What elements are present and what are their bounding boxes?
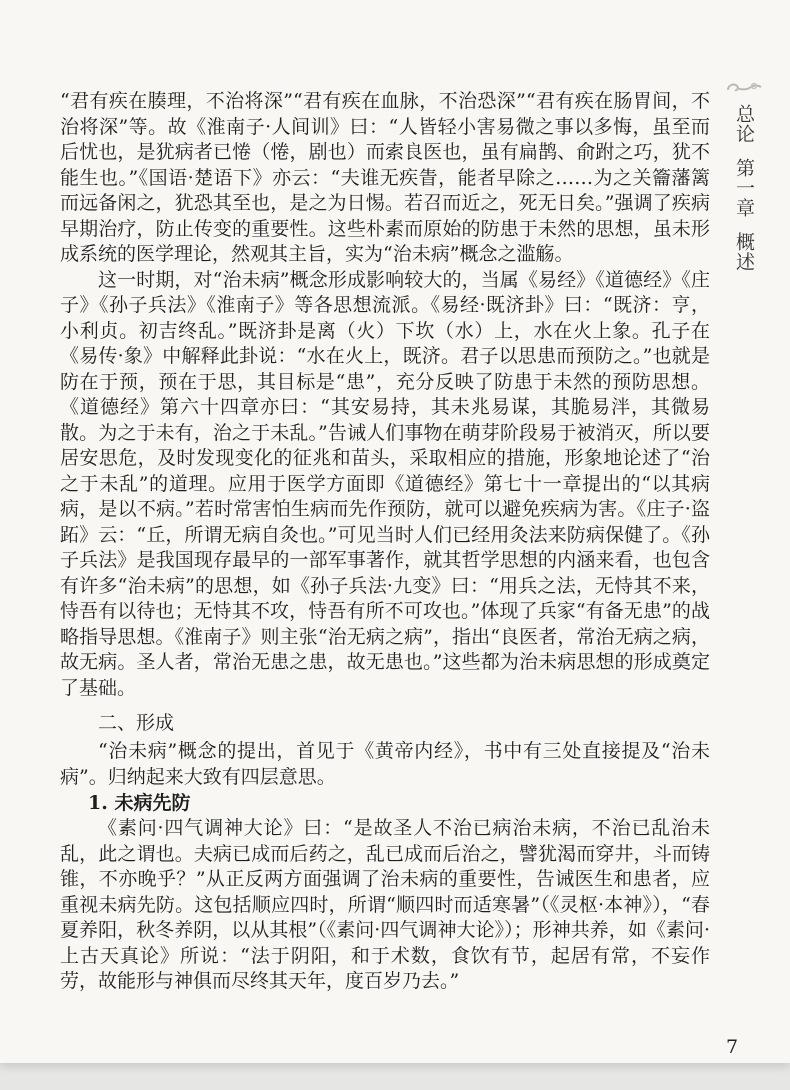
text-line: 根”（《素问·四气调神大论》）；形神共养，如《素问·上古天真论》所说：“法于阴: [60, 919, 710, 967]
text-line: 其未兆易谋，其脆易泮，其微易散。为之于未有，治之于未乱。”告诫人们事物在萌芽阶: [60, 396, 710, 444]
text-line: 这一时期，对“治未病”概念形成影响较大的，当属《易经》《道德经》《庄子》: [60, 268, 710, 316]
text-line: 犹病者已惓（惓，剧也）而索良医也，虽有扁鹊、俞跗之巧，犹不能生也。”《国语·: [60, 141, 710, 189]
text-line: 岁乃去。”: [383, 970, 460, 992]
text-line: 实为“治未病”概念之滥觞。: [345, 243, 574, 265]
text-line: 段易于被消灭，所以要居安思危，及时发现变化的征兆和苗头，采取相应的措施，形象: [60, 421, 710, 469]
text-line: 无病之病”，指出“良医者，常治无病之病，故无病。圣人者，常治无患之患，故无患: [60, 625, 710, 673]
text-line: 恃吾有所不可攻也。”体现了兵家“有备无患”的战略指导思想。《淮南子》则主张“治: [60, 600, 710, 648]
paragraph: [60, 268, 710, 702]
text-line: 《素问·四气调神大论》曰：“是故圣人不治已病治未病，不治已乱治未乱，此之: [60, 817, 710, 865]
text-line: 楚语下》亦云：“夫谁无疾眚，能者早除之……为之关籥藩篱而远备闲之，犹恐其至: [60, 166, 710, 214]
page-number: 7: [726, 1036, 739, 1058]
text-line: 也，是之为日惕。若召而近之，死无日矣。”强调了疾病早期治疗，防止传变的重要: [60, 192, 710, 240]
subsection-heading: 1. 未病先防: [88, 792, 191, 814]
text-line: 云：“丘，所谓无病自灸也。”可见当时人们已经用灸法来防病保健了。《孙子兵法》是我: [60, 523, 710, 571]
text-line: 想，如《孙子兵法·九变》曰：“用兵之法，无恃其不来，恃吾有以待也；无恃其不攻，: [60, 574, 710, 622]
text-line: 深”等。故《淮南子·人间训》曰：“人皆轻小害易微之事以多悔，虽至而后忧也，是: [60, 115, 710, 163]
text-line: 终乱。”既济卦是离（火）下坎（水）上，水在火上象。孔子在《易传·象》中解释此: [60, 319, 710, 367]
text-line: 卦说：“水在火上，既济。君子以思患而预防之。”也就是防在于预，预在于思，其目标: [60, 345, 710, 393]
paragraph: [60, 739, 710, 790]
text-line: 也。”这些都为治未病思想的形成奠定了基础。: [60, 651, 710, 699]
text-line: 国现存最早的一部军事著作，就其哲学思想的内涵来看，也包含有许多“治未病”的思: [60, 549, 710, 597]
text-line: 应四时，所谓“顺四时而适寒暑”（《灵枢·本神》），“春夏养阳，秋冬养阴，以从其: [60, 893, 710, 941]
text-line: 从正反两方面强调了治未病的重要性，告诫医生和患者，应重视未病先防。这包括顺: [60, 868, 710, 916]
text-line: 《孙子兵法》《淮南子》等各思想流派。《易经·既济卦》曰：“既济：亨，小利贞。初吉: [60, 294, 710, 342]
text-line: 性。这些朴素而原始的防患于未然的思想，虽未形成系统的医学理论，然观其主旨，: [60, 217, 710, 265]
text-line: 其病病，是以不病。”若时常害怕生病而先作预防，就可以避免疾病为害。《庄子·盗跖》: [60, 472, 710, 546]
text-line: 归纳起来大致有四层意思。: [107, 765, 336, 788]
chapter-side-tab: [722, 78, 766, 286]
text-line: “君有疾在腠理，不治将深”“君有疾在血脉，不治恐深”“君有疾在肠胃间，不治将: [60, 90, 710, 138]
paragraph: [60, 89, 710, 268]
chapter-label: 第一章: [733, 158, 755, 218]
chapter-title: 概述: [733, 232, 755, 272]
text-line: “治未病”概念的提出，首见于《黄帝内经》，书中有三处直接提及“治未病”。: [60, 740, 710, 788]
cloud-ornament-icon: [724, 78, 764, 98]
paragraph: [60, 816, 710, 995]
text-line: 是“患”，充分反映了防患于未然的预防思想。《道德经》第六十四章亦曰：“其安易持，: [60, 370, 710, 418]
body-text: [60, 89, 710, 995]
part-label: 总论: [733, 104, 755, 144]
text-line: 地论述了“治之于未乱”的道理。应用于医学方面即《道德经》第七十一章提出的“以: [60, 447, 710, 495]
section-heading: 二、形成: [98, 712, 175, 734]
text-line: 谓也。夫病已成而后药之，乱已成而后治之，譬犹渴而穿井，斗而铸锥，不亦晚乎？”: [60, 842, 710, 890]
text-line: 阳，和于术数，食饮有节，起居有常，不妄作劳，故能形与神俱而尽终其天年，度百: [60, 944, 710, 992]
